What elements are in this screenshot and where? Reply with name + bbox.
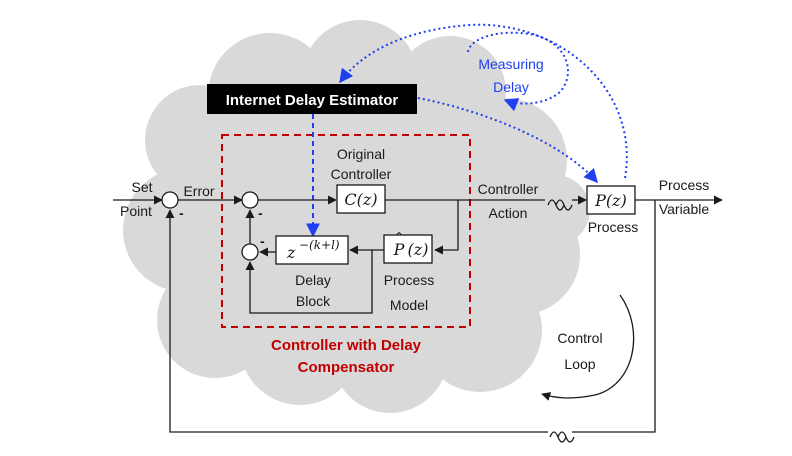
control-loop-line2: Loop (564, 356, 596, 372)
summing-junction-inner (242, 192, 258, 208)
error-label: Error (183, 183, 215, 199)
process-model-label-line1: Process (383, 272, 435, 288)
process-variable-line2: Variable (658, 201, 710, 217)
control-loop-line1: Control (557, 330, 603, 346)
setpoint-label-line2: Point (120, 203, 152, 219)
delay-label-line2: Block (295, 293, 331, 309)
controller-action-line1: Controller (477, 181, 539, 197)
estimator-label: Internet Delay Estimator (225, 92, 399, 109)
process-model-base: P (393, 240, 405, 259)
compensator-label-line2: Compensator (297, 359, 395, 376)
summing-junction-compensator (242, 244, 258, 260)
controller-block-label: C(z) (344, 190, 378, 209)
process-label: Process (587, 219, 639, 235)
network-break-feedback (550, 432, 574, 442)
delay-block-base: z (287, 243, 296, 262)
measuring-label-line2: Delay (493, 79, 529, 95)
compensator-label-line1: Controller with Delay (270, 337, 422, 354)
original-controller-line1: Original (336, 146, 386, 162)
minus-sign-inner: - (258, 205, 263, 221)
internet-delay-estimator (207, 84, 417, 114)
setpoint-label-line1: Set (131, 179, 153, 195)
process-variable-line1: Process (658, 177, 710, 193)
process-model-hat: ^ (393, 230, 405, 244)
delay-label-line1: Delay (295, 272, 331, 288)
delay-block-exponent: −(k+l) (299, 238, 340, 252)
process-model-arg: (z) (407, 240, 429, 259)
control-loop-arrow (542, 295, 634, 398)
process-block-label: P(z) (595, 191, 627, 210)
minus-sign-main: - (179, 205, 184, 221)
minus-sign-compensator: - (260, 233, 265, 249)
process-model-label-line2: Model (389, 297, 429, 313)
original-controller-line2: Controller (330, 166, 392, 182)
summing-junction-main (162, 192, 178, 208)
controller-action-line2: Action (488, 205, 528, 221)
measuring-label-line1: Measuring (478, 56, 544, 72)
